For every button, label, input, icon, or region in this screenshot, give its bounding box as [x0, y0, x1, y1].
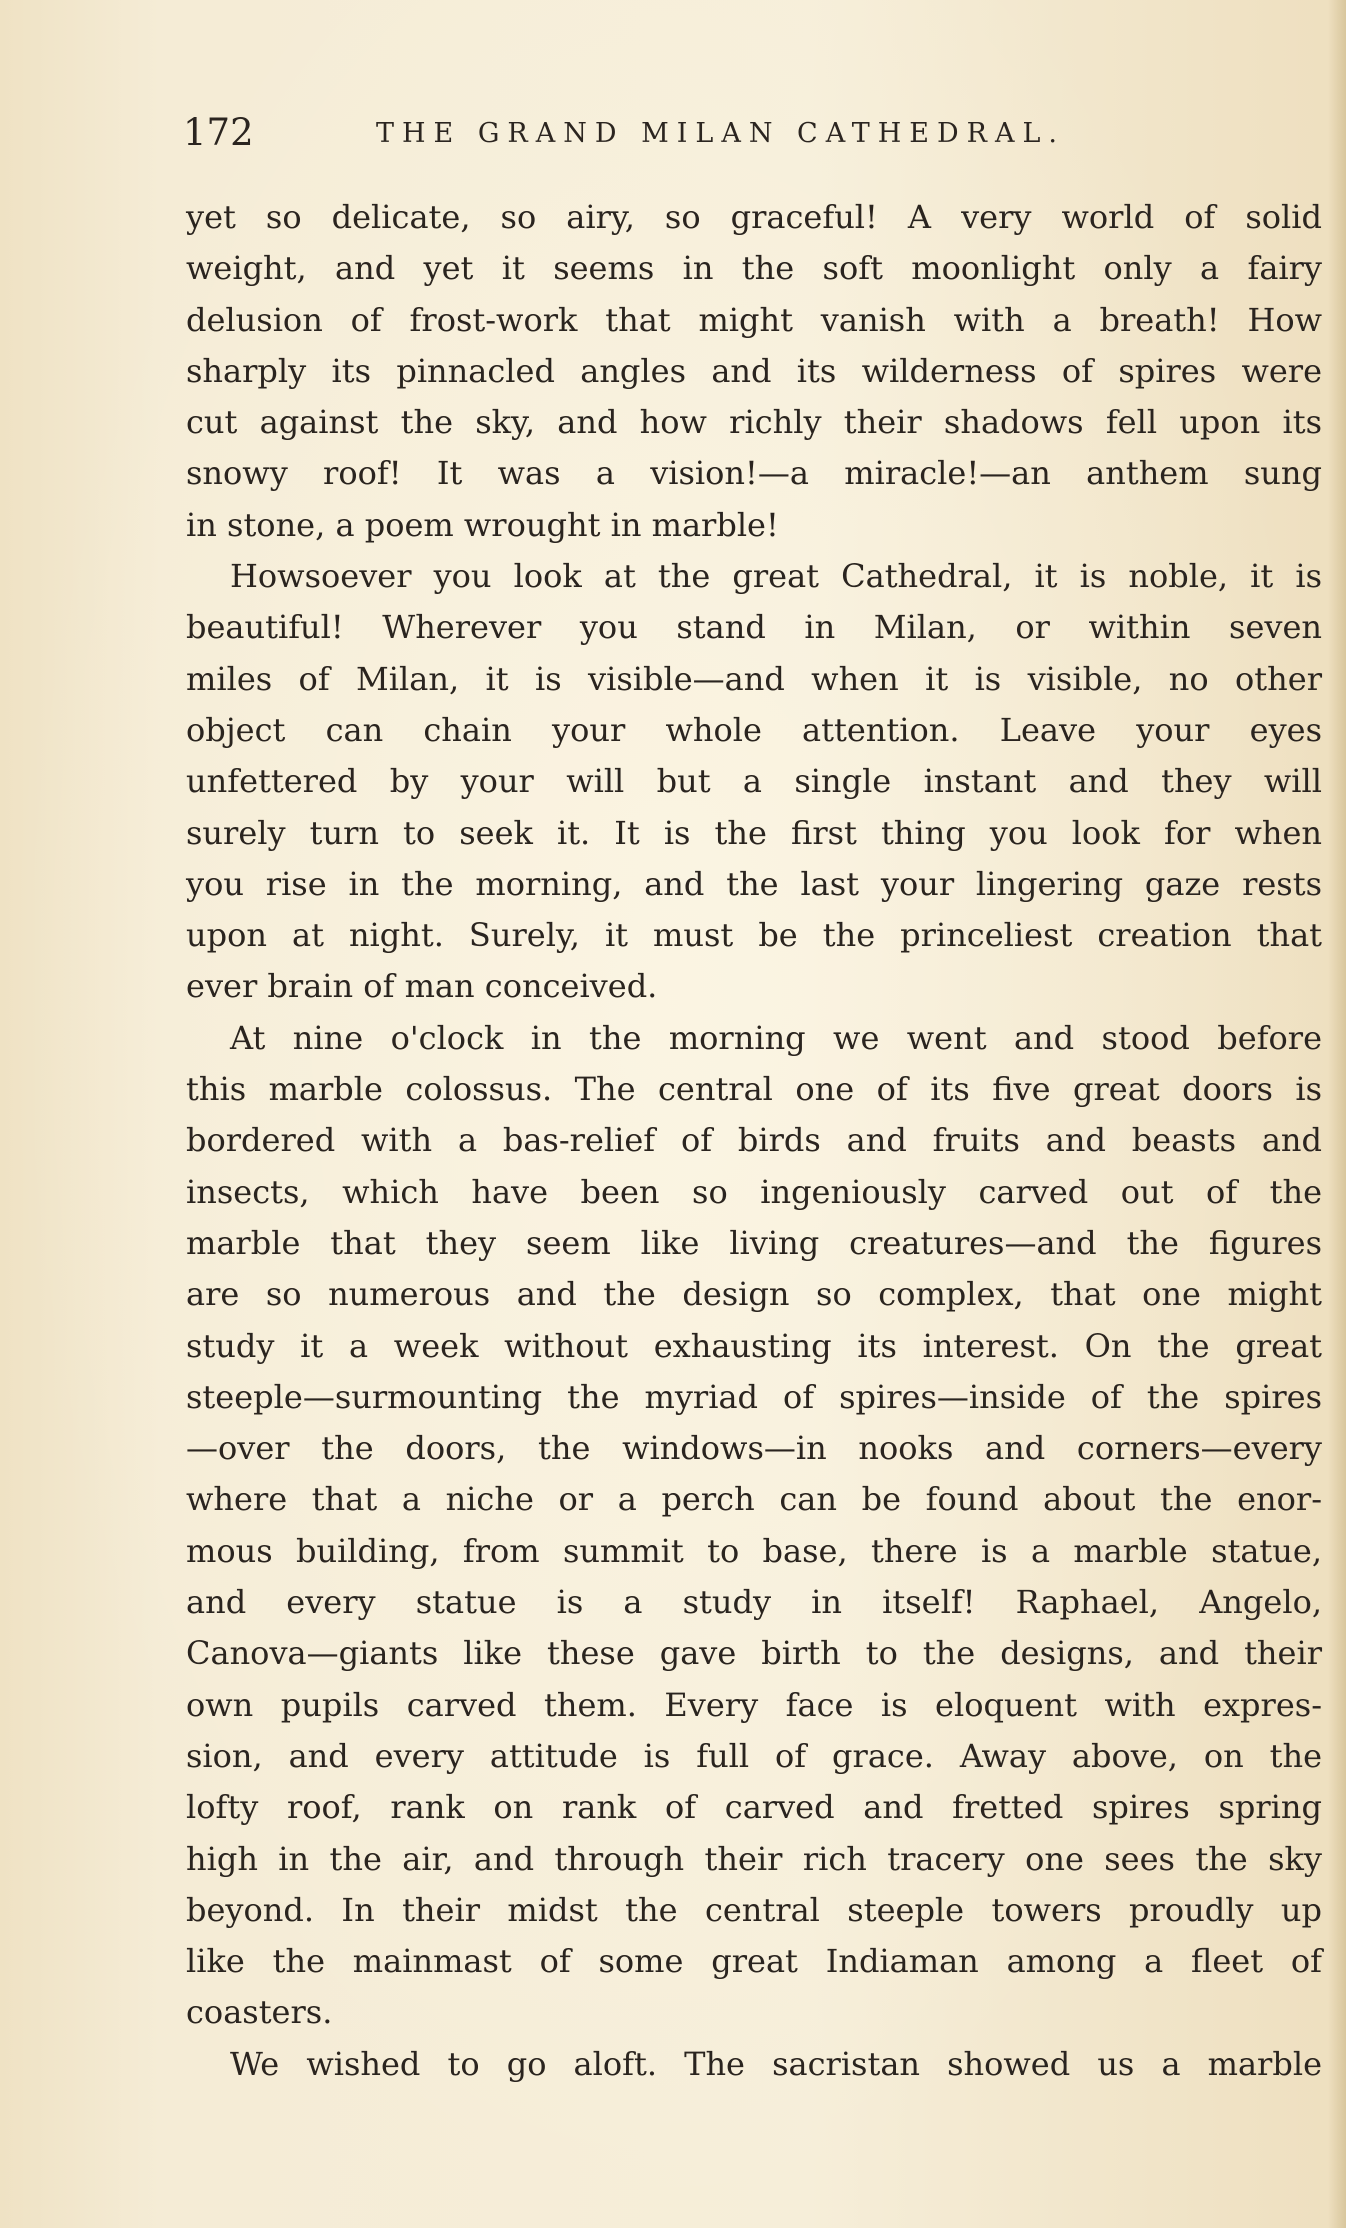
text-line: sion, and every attitude is full of grace. Away above, on the [186, 1736, 1322, 1775]
text-line: where that a niche or a perch can be found about the enor- [186, 1480, 1322, 1519]
text-line: high in the air, and through their rich tracery one sees the sky [186, 1839, 1322, 1878]
text-line: ever brain of man conceived. [186, 967, 658, 1006]
text-line: —over the doors, the windows—in nooks and corners—every [186, 1429, 1322, 1468]
text-line: We wished to go aloft. The sacristan showed us a marble [230, 2044, 1322, 2083]
text-line: At nine o'clock in the morning we went and stood before [230, 1018, 1322, 1057]
text-line: delusion of frost-work that might vanish with a breath! How [186, 300, 1322, 339]
running-head: THE GRAND MILAN CATHEDRAL. [376, 118, 1065, 149]
text-line: are so numerous and the design so complex, that one might [186, 1275, 1322, 1314]
text-line: this marble colossus. The central one of its five great doors is [186, 1070, 1322, 1109]
text-line: Howsoever you look at the great Cathedral, it is noble, it is [230, 557, 1322, 596]
page-header [183, 108, 1183, 158]
text-line: beyond. In their midst the central steeple towers proudly up [186, 1890, 1322, 1929]
text-line: lofty roof, rank on rank of carved and fretted spires spring [186, 1788, 1322, 1827]
text-line: marble that they seem like living creatures—and the figures [186, 1223, 1322, 1262]
page-edge-shadow [1328, 0, 1346, 2228]
text-line: coasters. [186, 1993, 333, 2032]
text-line: beautiful! Wherever you stand in Milan, or within seven [186, 608, 1322, 647]
text-line: steeple—surmounting the myriad of spires—inside of the spires [186, 1377, 1322, 1416]
text-line: surely turn to seek it. It is the first thing you look for when [186, 813, 1322, 852]
text-line: like the mainmast of some great Indiaman among a fleet of [186, 1942, 1322, 1981]
text-line: weight, and yet it seems in the soft moonlight only a fairy [186, 249, 1322, 288]
text-line: sharply its pinnacled angles and its wilderness of spires were [186, 351, 1322, 390]
text-line: you rise in the morning, and the last your lingering gaze rests [186, 864, 1322, 903]
text-line: Canova—giants like these gave birth to the designs, and their [186, 1634, 1322, 1673]
text-line: and every statue is a study in itself! Raphael, Angelo, [186, 1583, 1322, 1622]
text-line: object can chain your whole attention. Leave your eyes [186, 710, 1322, 749]
text-line: upon at night. Surely, it must be the princeliest creation that [186, 916, 1322, 955]
text-line: yet so delicate, so airy, so graceful! A very world of solid [186, 198, 1322, 236]
text-line: cut against the sky, and how richly their shadows fell upon its [186, 403, 1322, 442]
text-line: own pupils carved them. Every face is eloquent with expres- [186, 1685, 1322, 1724]
text-line: unfettered by your will but a single instant and they will [186, 762, 1322, 801]
text-line: mous building, from summit to base, there is a marble statue, [186, 1531, 1322, 1570]
text-line: bordered with a bas-relief of birds and fruits and beasts and [186, 1121, 1322, 1160]
text-line: snowy roof! It was a vision!—a miracle!—an anthem sung [186, 454, 1322, 493]
body-text [186, 192, 1322, 2090]
page-number: 172 [183, 111, 254, 154]
text-line: insects, which have been so ingeniously carved out of the [186, 1172, 1322, 1211]
text-line: in stone, a poem wrought in marble! [186, 505, 779, 544]
text-line: study it a week without exhausting its interest. On the great [186, 1326, 1322, 1365]
text-line: miles of Milan, it is visible—and when it is visible, no other [186, 659, 1322, 698]
